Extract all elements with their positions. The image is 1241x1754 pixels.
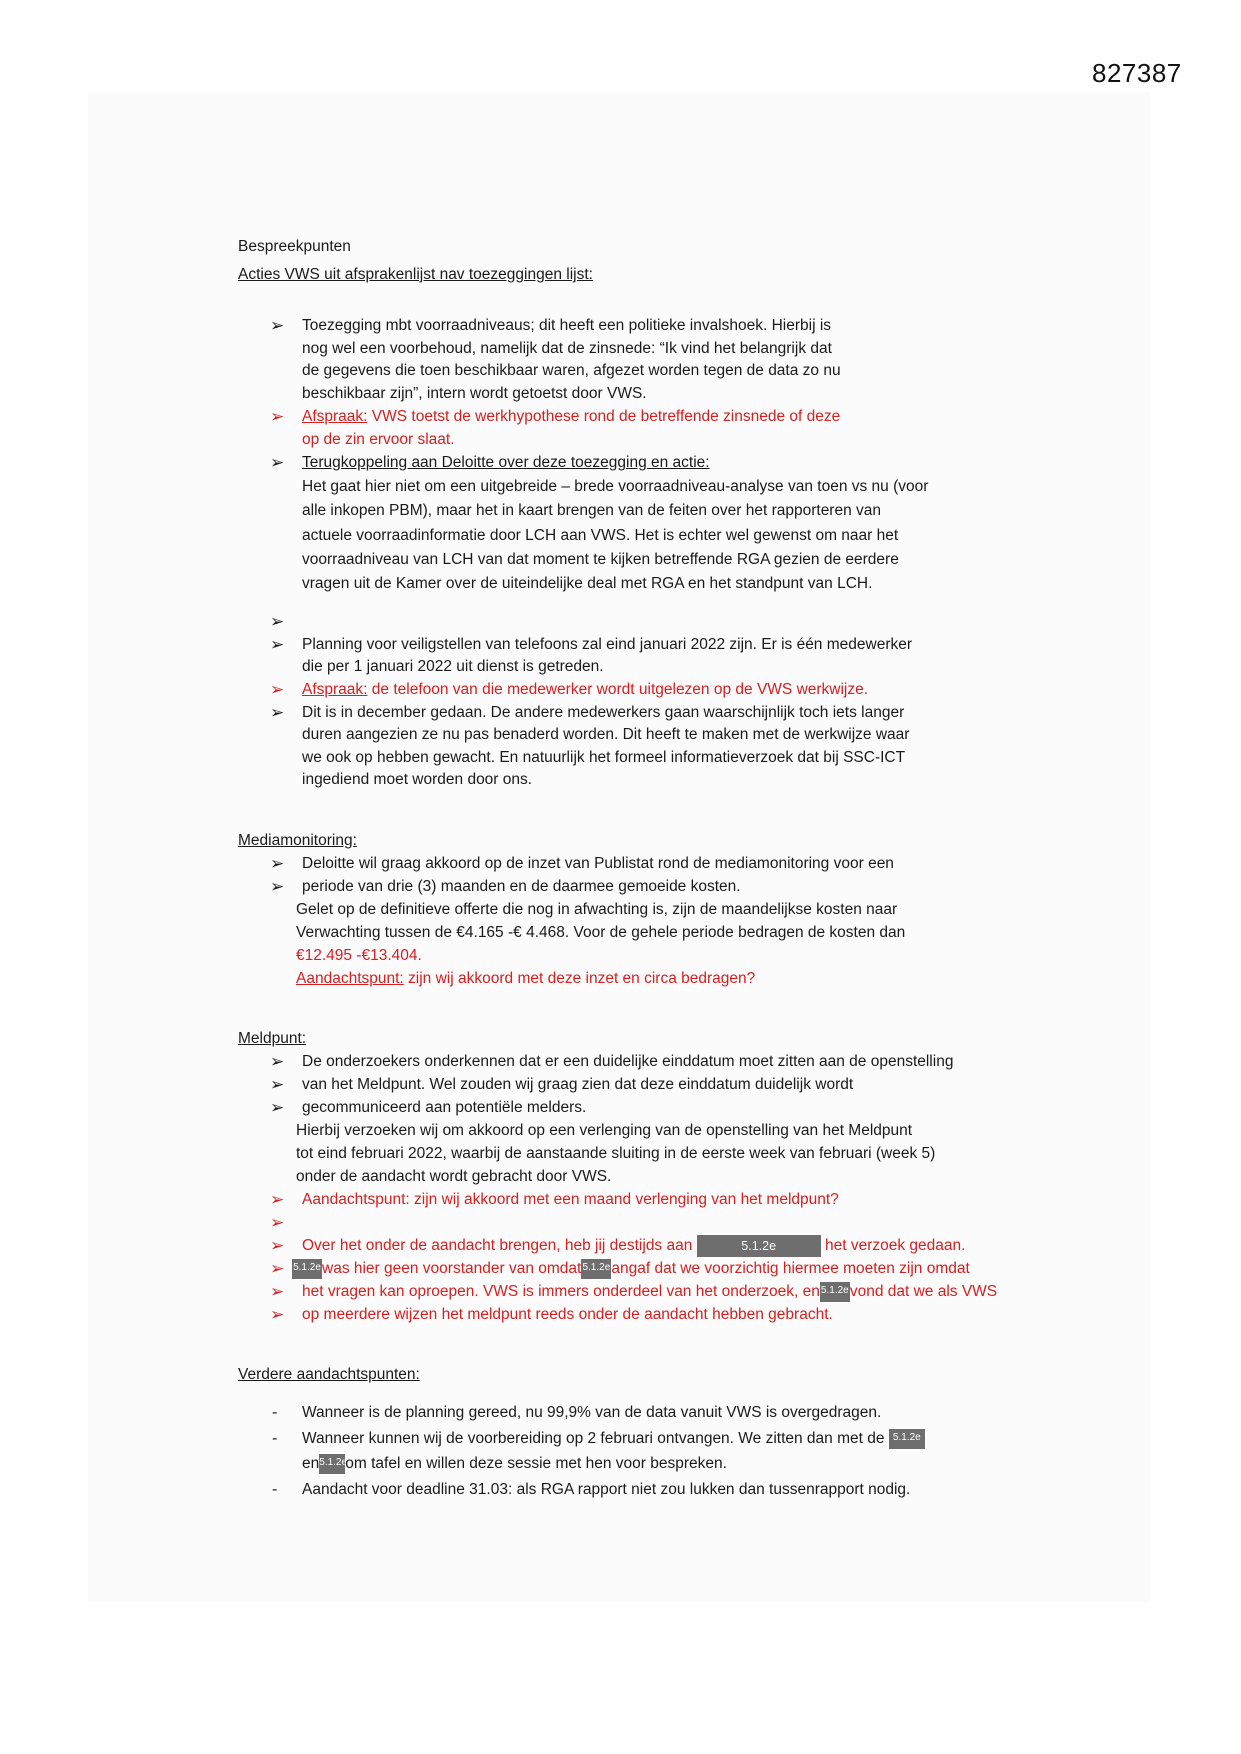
aandachtspunt-label: Aandachtspunt: [296, 970, 404, 987]
text-line: Verwachting tussen de €4.165 -€ 4.468. Voor de gehele periode bedragen de kosten dan [296, 924, 906, 941]
bullet-arrow: ➢ [270, 1098, 285, 1117]
text-segment: was hier geen voorstander van omdat [322, 1260, 582, 1277]
bullet-arrow: ➢ [270, 407, 285, 426]
text-segment: om tafel en willen deze sessie met hen voor bespreken. [345, 1455, 727, 1472]
text-segment: Over het onder de aandacht brengen, heb jij destijds aan [302, 1237, 697, 1255]
redacted-line [302, 1453, 727, 1475]
text-line: Planning voor veiligstellen van telefoons zal eind januari 2022 zijn. Er is één medewerker [302, 636, 913, 653]
text-line: Deloitte wil graag akkoord op de inzet van Publistat rond de mediamonitoring voor een [302, 855, 894, 872]
text-line: beschikbaar zijn”, intern wordt getoetst door VWS. [302, 385, 647, 402]
heading: Bespreekpunten [238, 238, 351, 255]
text-line: Wanneer is de planning gereed, nu 99,9% van de data vanuit VWS is overgedragen. [302, 1404, 882, 1421]
text-line: gecommuniceerd aan potentiële melders. [302, 1099, 587, 1116]
bullet-arrow: ➢ [270, 1305, 285, 1324]
text-line: nog wel een voorbehoud, namelijk dat de zinsnede: “Ik vind het belangrijk dat [302, 340, 832, 357]
text-line: alle inkopen PBM), maar het in kaart brengen van de feiten over het rapporteren van [302, 502, 882, 519]
bullet-arrow: ➢ [270, 1075, 285, 1094]
text-line: op meerdere wijzen het meldpunt reeds onder de aandacht hebben gebracht. [302, 1306, 833, 1323]
bullet-dash: - [272, 1430, 278, 1447]
bullet-arrow: ➢ [270, 1213, 285, 1232]
bullet-arrow: ➢ [270, 1259, 285, 1278]
section-title-meldpunt: Meldpunt: [238, 1030, 307, 1047]
afspraak-label: Afspraak: [302, 681, 368, 698]
document-number: 827387 [1092, 58, 1182, 88]
section-title-mediamonitoring: Mediamonitoring: [238, 832, 357, 849]
bullet-arrow: ➢ [270, 635, 285, 654]
bullet-arrow: ➢ [270, 1236, 285, 1255]
text-line: periode van drie (3) maanden en de daarmee gemoeide kosten. [302, 878, 741, 895]
text-line: de gegevens die toen beschikbaar waren, afgezet worden tegen de data zo nu [302, 362, 841, 379]
bullet-arrow: ➢ [270, 612, 285, 631]
redaction-box: 5.1.2e [697, 1235, 821, 1257]
aandachtspunt-line: Aandachtspunt: zijn wij akkoord met een maand verlenging van het meldpunt? [302, 1191, 839, 1208]
text-line: die per 1 januari 2022 uit dienst is getreden. [302, 658, 604, 675]
text-line: ingediend moet worden door ons. [302, 771, 533, 788]
text-line: Hierbij verzoeken wij om akkoord op een verlenging van de openstelling van het Meldpunt [296, 1122, 913, 1139]
bullet-arrow: ➢ [270, 1282, 285, 1301]
text-segment: en [302, 1455, 320, 1472]
amount-line: €12.495 -€13.404. [296, 947, 422, 964]
redacted-line [302, 1428, 925, 1450]
afspraak-text: de telefoon van die medewerker wordt uitgelezen op de VWS werkwijze. [367, 681, 869, 698]
text-line: van het Meldpunt. Wel zouden wij graag zien dat deze einddatum duidelijk wordt [302, 1076, 854, 1093]
bullet-arrow: ➢ [270, 1190, 285, 1209]
afspraak-line [302, 679, 868, 701]
redaction-box: 5.1.2e [820, 1282, 850, 1302]
bullet-arrow: ➢ [270, 854, 285, 873]
text-line: Dit is in december gedaan. De andere medewerkers gaan waarschijnlijk toch iets langer [302, 704, 905, 721]
text-line: voorraadniveau van LCH van dat moment te kijken betreffende RGA gezien de eerdere [302, 551, 899, 568]
afspraak-line [302, 406, 840, 428]
bullet-arrow: ➢ [270, 1052, 285, 1071]
redaction-box: 5.1.2e [581, 1259, 611, 1279]
text-line: Toezegging mbt voorraadniveaus; dit heeft een politieke invalshoek. Hierbij is [302, 317, 832, 334]
afspraak-text: VWS toetst de werkhypothese rond de betreffende zinsnede of deze [367, 408, 841, 425]
bullet-arrow: ➢ [270, 453, 285, 472]
redacted-line [302, 1281, 997, 1303]
text-line: Het gaat hier niet om een uitgebreide – brede voorraadniveau-analyse van toen vs nu (voor [302, 478, 929, 495]
aandachtspunt-text: zijn wij akkoord met deze inzet en circa bedragen? [403, 970, 756, 987]
redacted-line [302, 1235, 965, 1257]
bullet-dash: - [272, 1481, 278, 1498]
text-line: De onderzoekers onderkennen dat er een duidelijke einddatum moet zitten aan de openstelling [302, 1053, 954, 1070]
bullet-arrow: ➢ [270, 316, 285, 335]
section-title-acties: Acties VWS uit afsprakenlijst nav toezeggingen lijst: [238, 266, 593, 283]
text-segment: angaf dat we voorzichtig hiermee moeten zijn omdat [611, 1260, 970, 1277]
text-segment: het verzoek gedaan. [820, 1237, 966, 1255]
bullet-dash: - [272, 1404, 278, 1421]
bullet-arrow: ➢ [270, 703, 285, 722]
text-segment: het vragen kan oproepen. VWS is immers onderdeel van het onderzoek, en [302, 1283, 820, 1300]
bullet-arrow: ➢ [270, 680, 285, 699]
redacted-line [292, 1258, 970, 1280]
aandachtspunt-line [296, 968, 755, 990]
section-title-verdere: Verdere aandachtspunten: [238, 1366, 420, 1383]
terugkoppeling-title: Terugkoppeling aan Deloitte over deze toezegging en actie: [302, 454, 710, 471]
bullet-arrow: ➢ [270, 877, 285, 896]
text-line: vragen uit de Kamer over de uiteindelijke deal met RGA en het standpunt van LCH. [302, 575, 873, 592]
text-line: Aandacht voor deadline 31.03: als RGA rapport niet zou lukken dan tussenrapport nodig. [302, 1481, 911, 1498]
text-line: we ook op hebben gewacht. En natuurlijk het formeel informatieverzoek dat bij SSC-ICT [302, 749, 906, 766]
redaction-box: 5.1.2e [292, 1259, 322, 1279]
redaction-box: 5.1.2e [889, 1429, 925, 1449]
text-segment: Wanneer kunnen wij de voorbereiding op 2 februari ontvangen. We zitten dan met de [302, 1430, 889, 1447]
text-segment: vond dat we als VWS [849, 1283, 998, 1300]
text-line: actuele voorraadinformatie door LCH aan VWS. Het is echter wel gewenst om naar het [302, 527, 899, 544]
text-line: op de zin ervoor slaat. [302, 431, 455, 448]
text-line: duren aangezien ze nu pas benaderd worden. Dit heeft te maken met de werkwijze waar [302, 726, 910, 743]
text-line: tot eind februari 2022, waarbij de aanstaande sluiting in de eerste week van februari (week 5) [296, 1145, 936, 1162]
text-line: Gelet op de definitieve offerte die nog in afwachting is, zijn de maandelijkse kosten naar [296, 901, 898, 918]
text-line: onder de aandacht wordt gebracht door VWS. [296, 1168, 612, 1185]
afspraak-label: Afspraak: [302, 408, 368, 425]
redaction-box: 5.1.2e [319, 1454, 345, 1474]
